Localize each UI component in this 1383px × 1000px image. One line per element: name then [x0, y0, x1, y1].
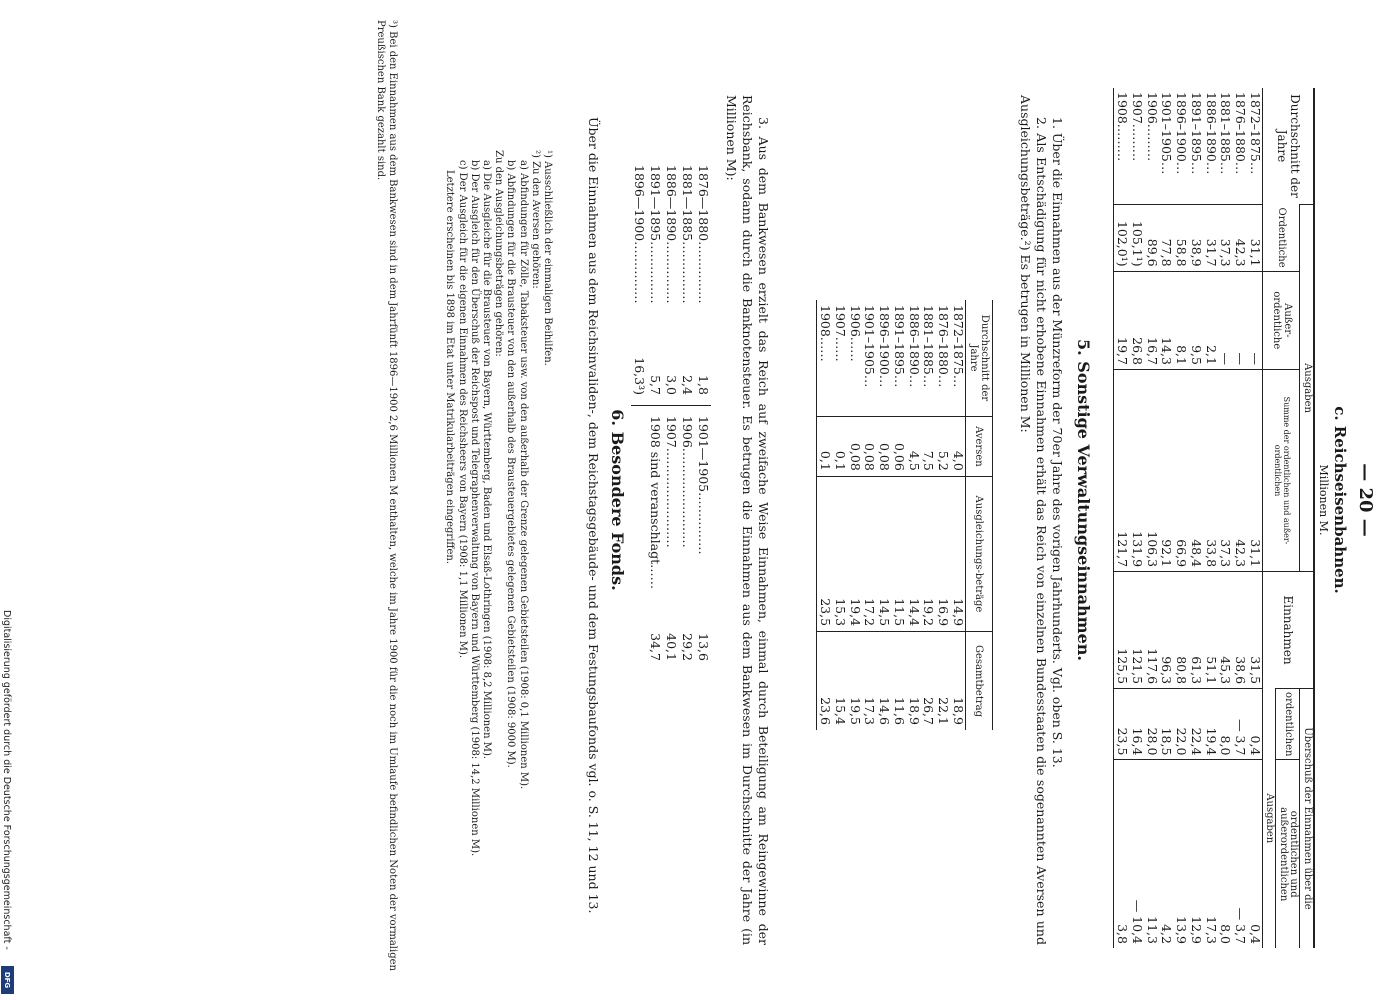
list-item [695, 416, 711, 661]
cell-period: 1896–1900… [1174, 92, 1190, 175]
bank-value: 34,7 [648, 633, 663, 661]
footnote-3: ³) Bei den Einnahmen aus dem Bankwesen sind in dem Jahrfünft 1896—1900 2,6 Millionen M enthalten, welche im Jahre 1900 für die noch im Umlaufe befindlichen Noten der vormaligen Preußischen Bank gezahlt sind. [374, 20, 398, 971]
footnotes [443, 150, 553, 950]
cell-surplus-all: 13,9 [1174, 760, 1189, 948]
cell-extra: 2,1 [1203, 271, 1218, 369]
table-row [1159, 88, 1174, 948]
group-surplus-sub: Ausgaben [1263, 689, 1277, 948]
cell-ordinary: 31,1 [1247, 205, 1262, 272]
table-row [847, 300, 862, 730]
cell-sum: 48,4 [1188, 369, 1203, 571]
footnote: ²) Zu den Aversen gehören: [529, 150, 541, 289]
cell-sum: 31,1 [1247, 369, 1262, 571]
cell-period: 1876–1880… [1233, 92, 1249, 175]
aversen-table [817, 300, 994, 730]
bank-value: 2,4 [680, 375, 695, 395]
list-item [647, 165, 663, 395]
cell-sum: 121,7 [1114, 369, 1129, 571]
col-period: Durchschnitt der Jahre [1263, 88, 1315, 205]
cell-period: 1901–1905… [1159, 92, 1175, 175]
cell-sum: 42,3 [1233, 369, 1248, 571]
cell-sum: 66,9 [1174, 369, 1189, 571]
cell-ordinary: 42,3 [1233, 205, 1248, 272]
cell-ausgleich: 15,3 [832, 476, 847, 631]
cell-period: 1896–1900… [877, 305, 893, 388]
footnote: b) Der Ausgleich für den Überschuß der Reichspost und Telegraphenverwaltung von Bayern und Württemberg (1908: 14,2 Millionen M). [468, 160, 480, 857]
col-ordinary: Ordentliche [1263, 205, 1301, 272]
bank-period: 1896—1900…………… [632, 165, 647, 304]
cell-ausgleich: 17,2 [862, 476, 877, 631]
cell-total: 22,1 [936, 632, 951, 730]
footnote: a) Abfindungen für Zölle, Tabaksteuer usw. von den außerhalb der Grenze gelegenen Gebietsteilen (1908: 0,1 Millionen M). [517, 160, 529, 790]
col-income: Einnahmen [1263, 572, 1315, 689]
railway-table [1114, 88, 1316, 948]
cell-extra: — [1233, 271, 1248, 369]
cell-period: 1901–1905… [862, 305, 878, 388]
bank-period: 1901—1905…………… [696, 416, 711, 555]
list-item [695, 165, 711, 395]
cell-income: 121,5 [1129, 572, 1144, 689]
list-item [679, 416, 695, 661]
cell-ausgleich: 16,9 [936, 476, 951, 631]
cell-period: 1876–1880… [936, 305, 952, 388]
section-6-block [585, 95, 601, 945]
bank-list-right [631, 416, 711, 661]
page-number: — 20 — [1355, 463, 1376, 537]
column-divider [631, 405, 711, 406]
cell-income: 45,3 [1218, 572, 1233, 689]
cell-income: 61,3 [1188, 572, 1203, 689]
cell-extra: 19,7 [1114, 271, 1129, 369]
credit-text: Digitalisierung gefördert durch die Deutsche Forschungsgemeinschaft - [1, 610, 12, 950]
table-row [1188, 88, 1203, 948]
cell-total: 18,9 [950, 632, 965, 730]
bank-period: 1886—1890…………… [664, 165, 679, 304]
table-row [1174, 88, 1189, 948]
cell-aversen: 0,1 [817, 417, 832, 477]
cell-total: 14,6 [877, 632, 892, 730]
section-5-p2: 2. Als Entschädigung für nicht erhobene Einnahmen erhält das Reich von einzelnen Bundesstaaten die sogenannten Aversen und Ausgleichungsbeträge.²) Es betrugen in Millionen M: [1018, 95, 1049, 945]
cell-surplus-all: 3,8 [1114, 760, 1129, 948]
cell-period: 1906…… [847, 305, 863, 362]
footnote: b) Abfindungen für die Brausteuer von den außerhalb des Brausteuergebietes gelegenen Gebietsteilen (1908: 9000 M). [505, 160, 517, 768]
cell-extra: 9,5 [1188, 271, 1203, 369]
cell-period: 1872–1875… [1248, 92, 1263, 175]
cell-aversen: 0,08 [847, 417, 862, 477]
table-row [862, 300, 877, 730]
dfg-logo [1, 966, 14, 994]
cell-income: 38,6 [1233, 572, 1248, 689]
cell-surplus-ord: 23,5 [1114, 689, 1129, 760]
footnote: ¹) Ausschließlich der einmaligen Beihilfen. [542, 150, 553, 366]
cell-aversen: 4,0 [950, 417, 965, 477]
col-total: Gesamtbetrag [966, 632, 993, 730]
table-row [921, 300, 936, 730]
cell-ausgleich: 19,2 [921, 476, 936, 631]
cell-income: 117,6 [1144, 572, 1159, 689]
cell-total: 17,3 [862, 632, 877, 730]
table-row [877, 300, 892, 730]
digitization-credit [2, 610, 12, 998]
col-sum: Summe der ordentlichen und außer-ordentlichen [1263, 369, 1301, 571]
cell-ausgleich: 14,4 [906, 476, 921, 631]
section-c-unit: Millionen M. [1317, 464, 1330, 536]
col-surplus-both: ordentlichen und außerordentlichen [1276, 760, 1300, 948]
cell-period: 1907…… [833, 305, 848, 362]
cell-surplus-ord: 16,4 [1129, 689, 1144, 760]
cell-ordinary: 105,1¹) [1129, 205, 1144, 272]
section-6-heading: 6. Besondere Fonds. [608, 409, 627, 591]
cell-extra: 14,3 [1159, 271, 1174, 369]
cell-surplus-all: 8,0 [1218, 760, 1233, 948]
footnote: c) Der Ausgleich für die eigenen Einnahmen des Reichsheers von Bayern (1908: 1,1 Millionen M). [456, 160, 468, 659]
cell-income: 31,5 [1247, 572, 1262, 689]
table-row [1114, 88, 1129, 948]
table-row [1129, 88, 1144, 948]
group-expenditure: Ausgaben [1300, 205, 1314, 572]
cell-surplus-ord: 28,0 [1144, 689, 1159, 760]
cell-ordinary: 31,7 [1203, 205, 1218, 272]
table-row [1233, 88, 1248, 948]
cell-surplus-ord: 8,0 [1218, 689, 1233, 760]
cell-ausgleich: 14,9 [950, 476, 965, 631]
list-item [679, 165, 695, 395]
bank-period: 1907…………………… [664, 416, 679, 548]
cell-period: 1891–1895… [892, 305, 907, 388]
cell-surplus-ord: — 3,7 [1233, 689, 1248, 760]
cell-aversen: 0,06 [891, 417, 906, 477]
cell-total: 26,7 [921, 632, 936, 730]
cell-surplus-all: 4,2 [1159, 760, 1174, 948]
table-row [891, 300, 906, 730]
cell-ordinary: 37,3 [1218, 205, 1233, 272]
cell-surplus-ord: 19,4 [1203, 689, 1218, 760]
bank-period: 1891—1895…………… [648, 165, 663, 304]
cell-extra: 26,8 [1129, 271, 1144, 369]
cell-ordinary: 89,6 [1144, 205, 1159, 272]
cell-surplus-ord: 0,4 [1247, 689, 1262, 760]
cell-extra: 16,7 [1144, 271, 1159, 369]
cell-surplus-ord: 22,4 [1188, 689, 1203, 760]
cell-ausgleich: 14,5 [877, 476, 892, 631]
cell-income: 80,8 [1174, 572, 1189, 689]
table-row [936, 300, 951, 730]
cell-surplus-all: 11,3 [1144, 760, 1159, 948]
cell-period: 1881–1885… [1218, 92, 1234, 175]
section-c-heading: c. Reichseisenbahnen. [1331, 406, 1349, 594]
cell-total: 19,5 [847, 632, 862, 730]
cell-aversen: 0,1 [832, 417, 847, 477]
bank-list-left [631, 165, 711, 395]
bank-value: 5,7 [648, 375, 663, 395]
cell-sum: 37,3 [1218, 369, 1233, 571]
section-5-heading: 5. Sonstige Verwaltungseinnahmen. [1074, 338, 1093, 661]
table-row [1144, 88, 1159, 948]
table-row [817, 300, 832, 730]
table-row [1247, 88, 1262, 948]
col-surplus-ordinary: ordentlichen [1276, 689, 1300, 760]
col-extraordinary: Außer-ordentliche [1263, 271, 1301, 369]
col-period: Durchschnitt der Jahre [966, 300, 993, 417]
cell-total: 18,9 [906, 632, 921, 730]
footnote: Letztere erscheinen bis 1898 im Etat unter Matrikularbeiträgen eingegriffen. [444, 170, 456, 565]
cell-aversen: 5,2 [936, 417, 951, 477]
cell-surplus-all: 17,3 [1203, 760, 1218, 948]
cell-surplus-ord: 18,5 [1159, 689, 1174, 760]
cell-income: 96,3 [1159, 572, 1174, 689]
cell-surplus-all: — 10,4 [1129, 760, 1144, 948]
bank-period: 1906…………………… [680, 416, 695, 548]
section-5-p3-block [723, 95, 771, 945]
cell-ordinary: 38,9 [1188, 205, 1203, 272]
cell-period: 1908…… [817, 300, 832, 417]
bank-period: 1881—1885…………… [680, 165, 695, 304]
list-item [663, 416, 679, 661]
cell-income: 51,1 [1203, 572, 1218, 689]
cell-period: 1908……… [1114, 88, 1129, 205]
cell-aversen: 0,08 [862, 417, 877, 477]
cell-ordinary: 102,0¹) [1114, 205, 1129, 272]
bank-value: 40,1 [664, 633, 679, 661]
group-surplus: Überschuß der Einnahmen über die [1300, 689, 1314, 948]
cell-surplus-all: 12,9 [1188, 760, 1203, 948]
cell-period: 1891–1895… [1189, 92, 1204, 175]
table-row [950, 300, 965, 730]
cell-period: 1872–1875… [951, 305, 966, 388]
cell-ordinary: 58,8 [1174, 205, 1189, 272]
cell-surplus-all: — 3,7 [1233, 760, 1248, 948]
bank-value: 3,0 [664, 375, 679, 395]
cell-total: 11,6 [891, 632, 906, 730]
cell-ausgleich: 23,5 [817, 476, 832, 631]
cell-ausgleich: 19,4 [847, 476, 862, 631]
bank-period: 1908 sind veranschlagt…… [648, 416, 663, 590]
section-5-p1: 1. Über die Einnahmen aus der Münzreform der 70er Jahre des vorigen Jahrhunderts. Vgl. oben S. 13. [1050, 117, 1065, 768]
section-6-p1: Über die Einnahmen aus dem Reichsinvaliden-, dem Reichstagsgebäude- und dem Festungsbaufonds vgl. o. S. 11, 12 und 13. [586, 117, 601, 914]
cell-total: 23,6 [817, 632, 832, 730]
footnote: Zu den Ausgleichungsbeträgen gehören: [493, 150, 505, 357]
cell-sum: 33,8 [1203, 369, 1218, 571]
cell-sum: 131,9 [1129, 369, 1144, 571]
cell-aversen: 7,5 [921, 417, 936, 477]
cell-extra: 8,1 [1174, 271, 1189, 369]
bank-value: 16,3³) [632, 357, 647, 395]
cell-ordinary: 77,8 [1159, 205, 1174, 272]
footnote: a) Die Ausgleiche für die Brausteuer von Bayern, Württemberg, Baden und Elsaß-Lothringen (1908: 8,2 Millionen M). [481, 160, 493, 760]
col-aversen: Aversen [966, 417, 993, 477]
cell-income: 125,5 [1114, 572, 1129, 689]
cell-sum: 106,3 [1144, 369, 1159, 571]
bank-value: 13,6 [696, 633, 711, 661]
list-item [631, 165, 647, 395]
cell-surplus-all: 0,4 [1247, 760, 1262, 948]
cell-ausgleich: 11,5 [891, 476, 906, 631]
cell-period: 1906……… [1144, 92, 1160, 162]
bank-period: 1876—1880…………… [696, 165, 711, 304]
cell-period: 1881–1885… [921, 305, 937, 388]
table-row [1218, 88, 1233, 948]
bank-income-list [631, 165, 711, 661]
bank-value: 1,8 [696, 375, 711, 395]
table-row [1203, 88, 1218, 948]
section-5-p3: 3. Aus dem Bankwesen erzielt das Reich auf zweifache Weise Einnahmen, einmal durch Beteiligung am Reingewinne der Reichsbank, sodann durch die Banknotensteuer. Es betrugen die Einnahmen aus dem Bankwesen im Durchschnitte der Jahre (in Millionen M): [724, 95, 771, 945]
table-row [906, 300, 921, 730]
cell-period: 1886–1890… [1203, 92, 1219, 175]
cell-extra: — [1218, 271, 1233, 369]
table-row [832, 300, 847, 730]
cell-surplus-ord: 22,0 [1174, 689, 1189, 760]
cell-aversen: 0,08 [877, 417, 892, 477]
cell-extra: — [1247, 271, 1262, 369]
cell-total: 15,4 [832, 632, 847, 730]
list-item [647, 416, 663, 661]
cell-period: 1907……… [1130, 92, 1145, 162]
cell-sum: 92,1 [1159, 369, 1174, 571]
section-5-paragraphs [1017, 95, 1065, 945]
cell-aversen: 4,5 [906, 417, 921, 477]
cell-period: 1886–1890… [906, 305, 922, 388]
bank-value: 29,2 [680, 633, 695, 661]
col-ausgleich: Ausgleichungs-beträge [966, 476, 993, 631]
list-item [663, 165, 679, 395]
logo-text: DFG [3, 971, 12, 989]
